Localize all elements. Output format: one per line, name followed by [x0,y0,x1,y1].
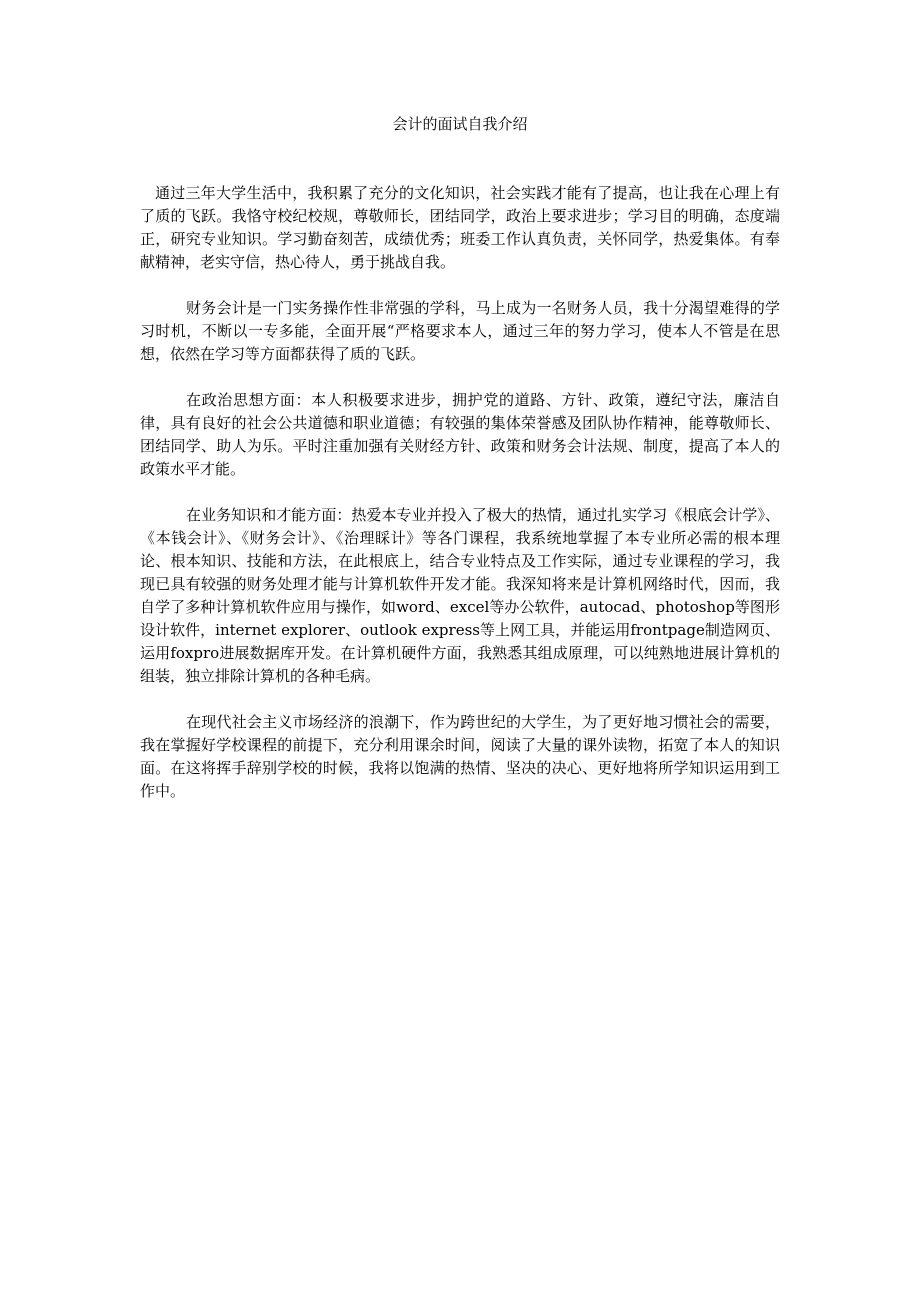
paragraph-5: 在现代社会主义市场经济的浪潮下，作为跨世纪的大学生，为了更好地习惯社会的需要，我在掌握好学校课程的前提下，充分利用课余时间，阅读了大量的课外读物，拓宽了本人的知识面。在这将挥手辞别学校的时候，我将以饱满的热情、坚决的决心、更好地将所学知识运用到工作中。 [140,713,780,800]
paragraph-2: 财务会计是一门实务操作性非常强的学科，马上成为一名财务人员，我十分渴望难得的学习时机，不断以一专多能，全面开展“严格要求本人，通过三年的努力学习，使本人不管是在思想，依然在学习等方面都获得了质的飞跃。 [140,299,780,363]
document-page [140,0,780,826]
document-title: 会计的面试自我介绍 [392,115,528,133]
document-content [140,0,780,803]
paragraph-4: 在业务知识和才能方面：热爱本专业并投入了极大的热情，通过扎实学习《根底会计学》、《本钱会计》、《财务会计》、《治理睬计》等各门课程，我系统地掌握了本专业所必需的根本理论、根本知识、技能和方法，在此根底上，结合专业特点及工作实际，通过专业课程的学习，我现已具有较强的财务处理才能与计算机软件开发才能。我深知将来是计算机网络时代，因而，我自学了多种计算机软件应用与操作，如word、excel等办公软件，autocad、photoshop等图形设计软件，internet explorer、outlook express等上网工具，并能运用frontpage制造网页、运用foxpro进展数据库开发。在计算机硬件方面，我熟悉其组成原理，可以纯熟地进展计算机的组装，独立排除计算机的各种毛病。 [140,506,780,685]
paragraph-1: 通过三年大学生活中，我积累了充分的文化知识，社会实践才能有了提高，也让我在心理上有了质的飞跃。我恪守校纪校规，尊敬师长，团结同学，政治上要求进步；学习目的明确，态度端正，研究专业知识。学习勤奋刻苦，成绩优秀；班委工作认真负责，关怀同学，热爱集体。有奉献精神，老实守信，热心待人，勇于挑战自我。 [140,184,780,271]
paragraph-3: 在政治思想方面：本人积极要求进步，拥护党的道路、方针、政策，遵纪守法，廉洁自律，具有良好的社会公共道德和职业道德；有较强的集体荣誉感及团队协作精神，能尊敬师长、团结同学、助人为乐。平时注重加强有关财经方针、政策和财务会计法规、制度，提高了本人的政策水平才能。 [140,391,780,478]
